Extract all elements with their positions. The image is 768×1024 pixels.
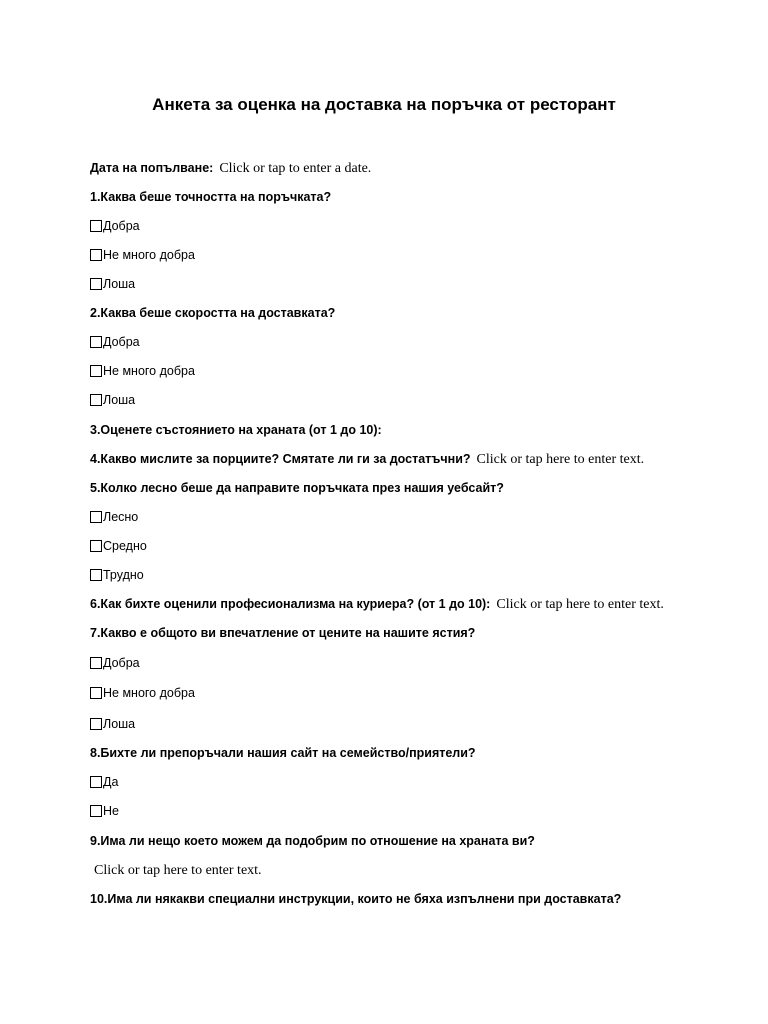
checkbox[interactable] xyxy=(90,805,102,817)
question-9: 9.Има ли нещо което можем да подобрим по отношение на храната ви? xyxy=(90,834,535,848)
q7-option-3[interactable] xyxy=(90,714,135,734)
q1-option-1[interactable] xyxy=(90,216,140,236)
option-label: Не много добра xyxy=(103,686,195,700)
q1-option-3[interactable] xyxy=(90,274,135,294)
checkbox[interactable] xyxy=(90,249,102,261)
question-6-row xyxy=(90,594,664,614)
q2-option-3[interactable] xyxy=(90,390,135,410)
option-label: Лоша xyxy=(103,717,136,731)
option-label: Лоша xyxy=(103,393,136,407)
q4-text-field[interactable]: Click or tap here to enter text. xyxy=(476,452,645,467)
option-label: Средно xyxy=(103,539,147,553)
question-10: 10.Има ли някакви специални инструкции, които не бяха изпълнени при доставката? xyxy=(90,892,622,906)
page-title: Анкета за оценка на доставка на поръчка от ресторант xyxy=(152,95,616,114)
checkbox[interactable] xyxy=(90,278,102,290)
question-6: 6.Как бихте оценили професионализма на куриера? (от 1 до 10): xyxy=(90,597,491,611)
q8-option-2[interactable] xyxy=(90,801,119,821)
checkbox[interactable] xyxy=(90,365,102,377)
q9-answer-row xyxy=(90,860,262,880)
date-picker-field[interactable]: Click or tap to enter a date. xyxy=(219,161,372,176)
q5-option-3[interactable] xyxy=(90,565,144,585)
checkbox[interactable] xyxy=(90,718,102,730)
q7-option-1[interactable] xyxy=(90,653,140,673)
q6-text-field[interactable]: Click or tap here to enter text. xyxy=(496,597,664,612)
question-3: 3.Оценете състоянието на храната (от 1 до 10): xyxy=(90,423,382,437)
option-label: Лоша xyxy=(103,277,136,291)
checkbox[interactable] xyxy=(90,687,102,699)
option-label: Добра xyxy=(103,656,140,670)
question-2: 2.Каква беше скоростта на доставката? xyxy=(90,306,336,320)
option-label: Трудно xyxy=(103,568,144,582)
q2-option-2[interactable] xyxy=(90,361,195,381)
checkbox[interactable] xyxy=(90,540,102,552)
checkbox[interactable] xyxy=(90,657,102,669)
option-label: Лесно xyxy=(103,510,139,524)
q7-option-2[interactable] xyxy=(90,683,195,703)
q2-option-1[interactable] xyxy=(90,332,140,352)
q5-option-1[interactable] xyxy=(90,507,138,527)
date-label: Дата на попълване: xyxy=(90,161,214,175)
q8-option-1[interactable] xyxy=(90,772,118,792)
q1-option-2[interactable] xyxy=(90,245,195,265)
option-label: Добра xyxy=(103,219,140,233)
question-4: 4.Какво мислите за порциите? Смятате ли ги за достатъчни? xyxy=(90,452,471,466)
checkbox[interactable] xyxy=(90,569,102,581)
date-row xyxy=(90,158,371,178)
option-label: Не xyxy=(103,804,119,818)
checkbox[interactable] xyxy=(90,511,102,523)
question-4-row xyxy=(90,449,644,469)
option-label: Не много добра xyxy=(103,364,195,378)
q5-option-2[interactable] xyxy=(90,536,147,556)
question-7: 7.Какво е общото ви впечатление от цените на нашите ястия? xyxy=(90,626,476,640)
option-label: Не много добра xyxy=(103,248,195,262)
question-8: 8.Бихте ли препоръчали нашия сайт на семейство/приятели? xyxy=(90,746,476,760)
checkbox[interactable] xyxy=(90,394,102,406)
question-1: 1.Каква беше точността на поръчката? xyxy=(90,190,332,204)
question-5: 5.Колко лесно беше да направите поръчката през нашия уебсайт? xyxy=(90,481,504,495)
checkbox[interactable] xyxy=(90,220,102,232)
checkbox[interactable] xyxy=(90,776,102,788)
checkbox[interactable] xyxy=(90,336,102,348)
q9-text-field[interactable]: Click or tap here to enter text. xyxy=(94,863,262,878)
option-label: Добра xyxy=(103,335,140,349)
option-label: Да xyxy=(103,775,119,789)
